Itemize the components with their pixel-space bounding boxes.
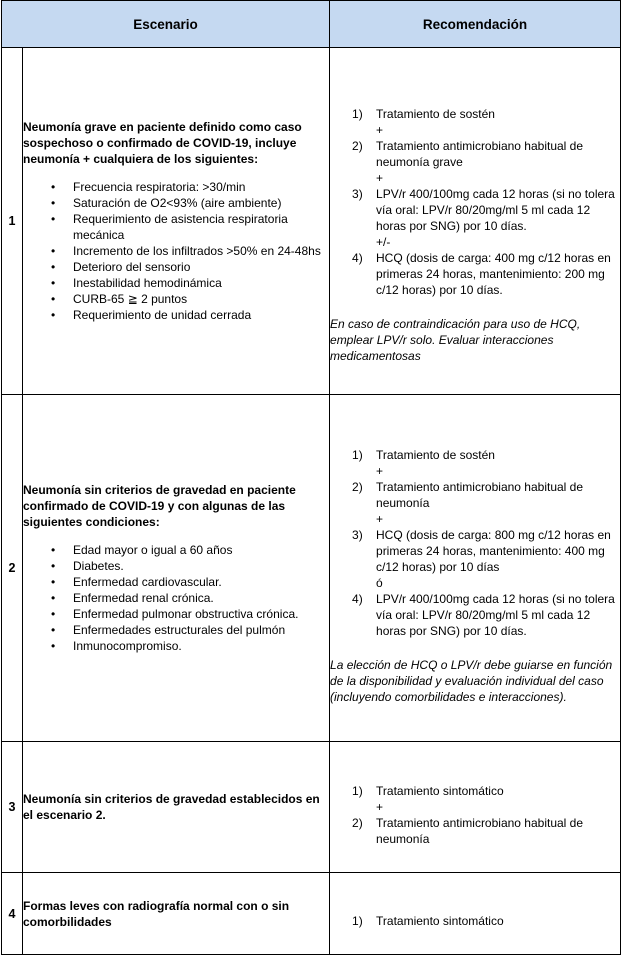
step-marker: 3) (352, 187, 363, 201)
header-scenario: Escenario (2, 1, 330, 48)
table-header-row (2, 1, 621, 48)
bullet-icon: • (51, 276, 56, 290)
recommendation-step (330, 479, 620, 511)
step-text: Tratamiento de sostén (376, 107, 495, 121)
criteria-item (23, 179, 329, 195)
step-marker: 1) (352, 448, 363, 462)
bullet-icon: • (51, 180, 56, 194)
recommendation-step (330, 250, 620, 298)
criteria-item (23, 574, 329, 590)
recommendation-steps (330, 447, 620, 639)
step-text: Tratamiento antimicrobiano habitual de neumonía grave (376, 139, 584, 169)
criteria-text: Frecuencia respiratoria: >30/min (73, 180, 246, 194)
table-row (2, 742, 621, 873)
criteria-item (23, 638, 329, 654)
criteria-text: Deterioro del sensorio (73, 260, 191, 274)
bullet-icon: • (51, 575, 56, 589)
step-marker: 2) (352, 816, 363, 830)
criteria-item (23, 275, 329, 291)
criteria-item (23, 307, 329, 323)
step-text: LPV/r 400/100mg cada 12 horas (si no tolera vía oral: LPV/r 80/20mg/ml 5 ml cada 12 horas por SNG) por 10 días. (376, 187, 615, 233)
criteria-text: Enfermedad renal crónica. (73, 591, 214, 605)
criteria-text: Enfermedad cardiovascular. (73, 575, 222, 589)
step-marker: 4) (352, 592, 363, 606)
step-text: Tratamiento antimicrobiano habitual de neumonía (376, 480, 584, 510)
step-text: Tratamiento sintomático (376, 784, 504, 798)
step-connector: +/- (376, 235, 391, 249)
recommendation-note: En caso de contraindicación para uso de HCQ, emplear LPV/r solo. Evaluar interacciones medicamentosas (330, 317, 581, 363)
recommendation-cell (330, 395, 621, 742)
criteria-text: Incremento de los infiltrados >50% en 24-48hs (73, 244, 321, 258)
scenario-table (1, 0, 621, 955)
scenario-number: 3 (2, 742, 23, 873)
criteria-text: CURB-65 ≧ 2 puntos (73, 292, 188, 306)
step-connector: + (376, 464, 384, 478)
step-marker: 2) (352, 480, 363, 494)
criteria-item (23, 622, 329, 638)
recommendation-step (330, 815, 620, 847)
criteria-text: Requerimiento de asistencia respiratoria mecánica (73, 212, 288, 242)
recommendation-cell (330, 742, 621, 873)
criteria-item (23, 195, 329, 211)
bullet-icon: • (51, 196, 56, 210)
step-connector: ó (376, 576, 383, 590)
bullet-icon: • (51, 639, 56, 653)
recommendation-step (330, 186, 620, 234)
step-connector: + (376, 800, 384, 814)
criteria-text: Requerimiento de unidad cerrada (73, 308, 252, 322)
step-connector: + (376, 123, 384, 137)
step-marker: 1) (352, 913, 363, 928)
bullet-icon: • (51, 623, 56, 637)
criteria-text: Enfermedades estructurales del pulmón (73, 623, 286, 637)
criteria-item (23, 243, 329, 259)
recommendation-steps (330, 106, 620, 298)
recommendation-step (330, 447, 620, 463)
criteria-item (23, 211, 329, 243)
recommendation-step (330, 527, 620, 575)
bullet-icon: • (51, 244, 56, 258)
recommendation-cell (330, 873, 621, 955)
step-text: Tratamiento de sostén (376, 448, 495, 462)
criteria-text: Edad mayor o igual a 60 años (73, 543, 233, 557)
scenario-number: 2 (2, 395, 23, 742)
step-marker: 2) (352, 139, 363, 153)
criteria-item (23, 606, 329, 622)
scenario-number: 4 (2, 873, 23, 955)
bullet-icon: • (51, 559, 56, 573)
criteria-item (23, 558, 329, 574)
scenario-title: Formas leves con radiografía normal con o sin comorbilidades (23, 898, 290, 929)
recommendation-steps (330, 783, 620, 847)
step-connector: + (376, 512, 384, 526)
recommendation-step (330, 783, 620, 799)
step-text: Tratamiento antimicrobiano habitual de neumonía (376, 816, 584, 846)
criteria-item (23, 259, 329, 275)
bullet-icon: • (51, 292, 56, 306)
criteria-item (23, 590, 329, 606)
recommendation-cell (330, 48, 621, 395)
step-marker: 1) (352, 107, 363, 121)
recommendation-note: La elección de HCQ o LPV/r debe guiarse en función de la disponibilidad y evaluación individual del caso (incluyendo comorbilidades e interacciones). (330, 658, 613, 704)
scenario-title: Neumonía sin criterios de gravedad en paciente confirmado de COVID-19 y con algunas de las siguientes condiciones: (23, 483, 296, 529)
bullet-icon: • (51, 607, 56, 621)
scenario-cell (23, 48, 330, 395)
scenario-number: 1 (2, 48, 23, 395)
recommendation-step (330, 138, 620, 170)
scenario-cell (23, 395, 330, 742)
step-text: LPV/r 400/100mg cada 12 horas (si no tolera vía oral: LPV/r 80/20mg/ml 5 ml cada 12 horas por SNG) por 10 días. (376, 592, 615, 638)
recommendation-steps (330, 913, 620, 929)
recommendation-step (330, 913, 620, 929)
recommendation-step (330, 591, 620, 639)
criteria-text: Enfermedad pulmonar obstructiva crónica. (73, 607, 299, 621)
criteria-text: Inmunocompromiso. (73, 639, 182, 653)
criteria-item (23, 542, 329, 558)
step-text: HCQ (dosis de carga: 400 mg c/12 horas en primeras 24 horas, mantenimiento: 200 mg c/12 horas) por 10 días. (376, 251, 611, 297)
criteria-list (23, 542, 329, 654)
scenario-title: Neumonía sin criterios de gravedad establecidos en el escenario 2. (23, 792, 320, 822)
bullet-icon: • (51, 543, 56, 557)
step-connector: + (376, 171, 384, 185)
bullet-icon: • (51, 260, 56, 274)
criteria-item (23, 291, 329, 307)
header-recommendation: Recomendación (330, 1, 621, 48)
step-marker: 3) (352, 528, 363, 542)
recommendation-step (330, 106, 620, 122)
table-row (2, 48, 621, 395)
step-marker: 4) (352, 251, 363, 265)
criteria-text: Diabetes. (73, 559, 124, 573)
criteria-text: Inestabilidad hemodinámica (73, 276, 222, 290)
step-text: HCQ (dosis de carga: 800 mg c/12 horas en primeras 24 horas, mantenimiento: 400 mg c/12 horas) por 10 días (376, 528, 611, 574)
criteria-text: Saturación de O2<93% (aire ambiente) (73, 196, 282, 210)
bullet-icon: • (51, 308, 56, 322)
table-row (2, 395, 621, 742)
step-text: Tratamiento sintomático (376, 913, 504, 928)
bullet-icon: • (51, 591, 56, 605)
bullet-icon: • (51, 212, 56, 226)
step-marker: 1) (352, 784, 363, 798)
table-row (2, 873, 621, 955)
scenario-cell (23, 742, 330, 873)
criteria-list (23, 179, 329, 323)
scenario-cell (23, 873, 330, 955)
scenario-title: Neumonía grave en paciente definido como caso sospechoso o confirmado de COVID-19, incluye neumonía + cualquiera de los siguientes: (23, 120, 302, 166)
